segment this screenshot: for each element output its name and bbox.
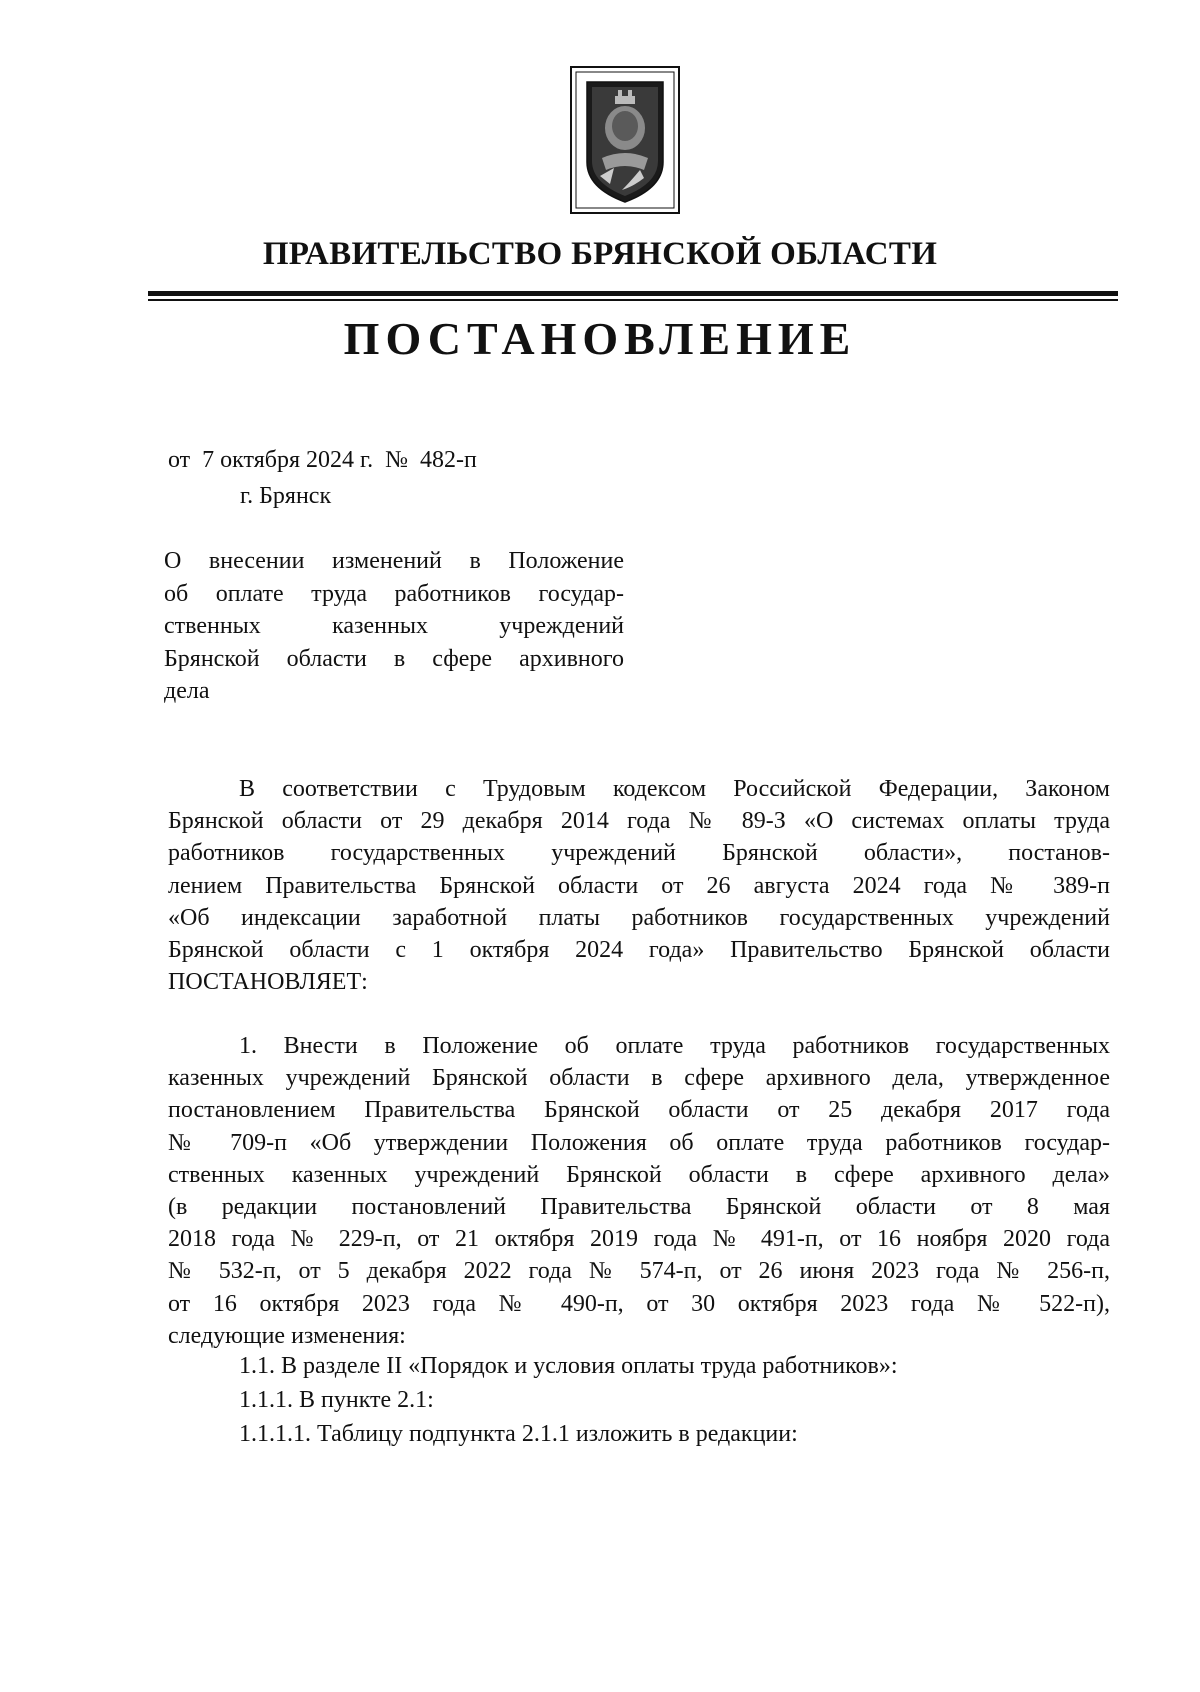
header-divider-thick [148, 291, 1118, 296]
item-1-line: 1. Внести в Положение об оплате труда работников государственных [239, 1033, 1110, 1059]
item-1-line: 2018 года № 229-п, от 21 октября 2019 года № 491-п, от 16 ноября 2020 года [168, 1226, 1110, 1253]
sub-item: 1.1.1. В пункте 2.1: [239, 1387, 434, 1413]
sub-item: 1.1. В разделе II «Порядок и условия оплаты труда работников»: [239, 1353, 898, 1379]
subject-line: Брянской области в сфере архивного [164, 645, 624, 672]
item-1-line: от 16 октября 2023 года № 490-п, от 30 октября 2023 года № 522-п), [168, 1290, 1110, 1317]
subject-line: дела [164, 678, 210, 704]
subject-line: об оплате труда работников государ- [164, 580, 624, 607]
subject-line: ственных казенных учреждений [164, 613, 624, 639]
preamble-line: Брянской области от 29 декабря 2014 года № 89-З «О системах оплаты труда [168, 808, 1110, 835]
item-1-line: следующие изменения: [168, 1322, 406, 1349]
sub-items-list [239, 1349, 898, 1451]
document-date-number: от 7 октября 2024 г. № 482-п [168, 447, 477, 473]
preamble-line: «Об индексации заработной платы работников государственных учреждений [168, 904, 1110, 931]
preamble-line: ПОСТАНОВЛЯЕТ: [168, 969, 368, 996]
preamble-paragraph [168, 773, 1110, 998]
coat-of-arms-icon [570, 66, 680, 214]
preamble-line: Брянской области с 1 октября 2024 года» Правительство Брянской области [168, 937, 1110, 964]
document-type-heading: ПОСТАНОВЛЕНИЕ [343, 313, 857, 364]
preamble-line: работников государственных учреждений Брянской области», постанов- [168, 840, 1110, 867]
item-1-line: (в редакции постановлений Правительства Брянской области от 8 мая [168, 1194, 1110, 1221]
preamble-line: В соответствии с Трудовым кодексом Российской Федерации, Законом [239, 776, 1110, 802]
item-1-line: казенных учреждений Брянской области в сфере архивного дела, утвержденное [168, 1065, 1110, 1092]
subject-line: О внесении изменений в Положение [164, 548, 624, 574]
item-1-line: № 709-п «Об утверждении Положения об оплате труда работников государ- [168, 1129, 1110, 1156]
document-city: г. Брянск [240, 483, 332, 509]
header-divider-thin [148, 299, 1118, 301]
document-subject [164, 545, 624, 708]
item-1-paragraph [168, 1030, 1110, 1352]
sub-item: 1.1.1.1. Таблицу подпункта 2.1.1 изложить в редакции: [239, 1421, 798, 1447]
government-title: ПРАВИТЕЛЬСТВО БРЯНСКОЙ ОБЛАСТИ [262, 236, 938, 272]
item-1-line: постановлением Правительства Брянской области от 25 декабря 2017 года [168, 1097, 1110, 1124]
preamble-line: лением Правительства Брянской области от 26 августа 2024 года № 389-п [168, 872, 1110, 899]
item-1-line: № 532-п, от 5 декабря 2022 года № 574-п, от 26 июня 2023 года № 256-п, [168, 1258, 1110, 1285]
item-1-line: ственных казенных учреждений Брянской области в сфере архивного дела» [168, 1161, 1110, 1188]
